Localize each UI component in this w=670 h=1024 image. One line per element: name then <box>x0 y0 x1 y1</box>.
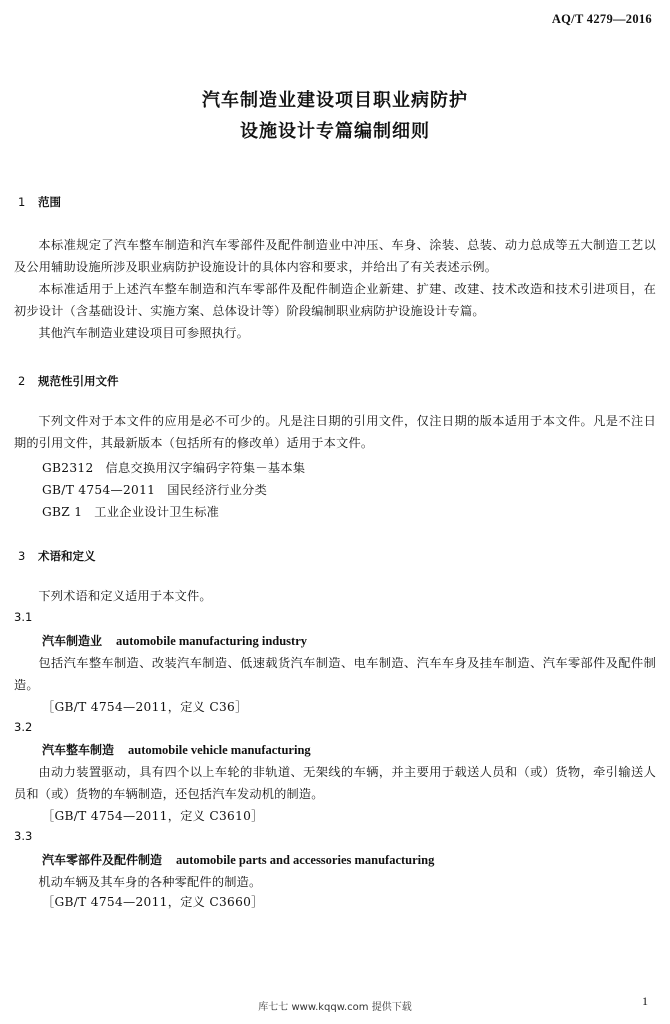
term-definition: 包括汽车整车制造、改装汽车制造、低速载货汽车制造、电车制造、汽车车身及挂车制造、汽车零部件及配件制造。 <box>14 656 656 692</box>
term-english: automobile parts and accessories manufacturing <box>176 853 435 867</box>
term-heading <box>42 851 434 868</box>
term-english: automobile vehicle manufacturing <box>128 743 311 757</box>
reference-item <box>42 503 219 520</box>
term-heading <box>42 632 307 649</box>
section-title: 规范性引用文件 <box>38 374 119 388</box>
term-chinese: 汽车零部件及配件制造 <box>42 853 163 867</box>
section-number: 3 <box>18 549 26 563</box>
term-number: 3.3 <box>14 829 33 843</box>
term-english: automobile manufacturing industry <box>116 634 308 648</box>
section-title: 术语和定义 <box>38 549 96 563</box>
title-line-2: 设施设计专篇编制细则 <box>240 121 430 142</box>
reference-title: 国民经济行业分类 <box>167 483 268 497</box>
scope-paragraph-1: 本标准规定了汽车整车制造和汽车零部件及配件制造业中冲压、车身、涂装、总装、动力总成等五大制造工艺以及公用辅助设施所涉及职业病防护设施设计的具体内容和要求，并给出了有关表述示例。 <box>14 238 656 274</box>
scope-paragraph-2: 本标准适用于上述汽车整车制造和汽车零部件及配件制造企业新建、扩建、改建、技术改造和技术引进项目，在初步设计（含基础设计、实施方案、总体设计等）阶段编制职业病防护设施设计专篇。 <box>14 282 656 318</box>
footer-watermark: 库七七 www.kqqw.com 提供下载 <box>258 1002 412 1013</box>
reference-code: GB2312 <box>42 461 94 475</box>
term-definition: 机动车辆及其车身的各种零配件的制造。 <box>38 875 262 889</box>
terms-intro: 下列术语和定义适用于本文件。 <box>38 589 212 603</box>
term-source: ［GB/T 4754—2011，定义 C3660］ <box>42 895 264 909</box>
section-3-heading <box>18 548 96 564</box>
reference-title: 信息交换用汉字编码字符集－基本集 <box>105 461 306 475</box>
term-chinese: 汽车制造业 <box>42 634 103 648</box>
reference-code: GB/T 4754—2011 <box>42 483 156 497</box>
page-number: 1 <box>642 994 648 1008</box>
reference-code: GBZ 1 <box>42 505 83 519</box>
standard-code: AQ/T 4279—2016 <box>551 12 652 26</box>
term-chinese: 汽车整车制造 <box>42 743 115 757</box>
reference-title: 工业企业设计卫生标准 <box>94 505 220 519</box>
section-2-heading <box>18 373 119 389</box>
section-1-heading <box>18 194 61 210</box>
section-title: 范围 <box>38 195 61 209</box>
term-source: ［GB/T 4754—2011，定义 C36］ <box>42 700 248 714</box>
section-number: 1 <box>18 195 26 209</box>
reference-item <box>42 459 305 476</box>
title-line-1: 汽车制造业建设项目职业病防护 <box>202 90 468 111</box>
term-heading <box>42 741 311 758</box>
term-number: 3.1 <box>14 610 33 624</box>
scope-paragraph-3: 其他汽车制造业建设项目可参照执行。 <box>38 326 249 340</box>
term-source: ［GB/T 4754—2011，定义 C3610］ <box>42 809 264 823</box>
term-number: 3.2 <box>14 720 33 734</box>
reference-item <box>42 481 267 498</box>
section-number: 2 <box>18 374 26 388</box>
term-definition: 由动力装置驱动，具有四个以上车轮的非轨道、无架线的车辆，并主要用于载送人员和（或）货物，牵引输送人员和（或）货物的车辆制造，还包括汽车发动机的制造。 <box>14 765 656 801</box>
normative-intro: 下列文件对于本文件的应用是必不可少的。凡是注日期的引用文件，仅注日期的版本适用于本文件。凡是不注日期的引用文件，其最新版本（包括所有的修改单）适用于本文件。 <box>14 414 656 450</box>
